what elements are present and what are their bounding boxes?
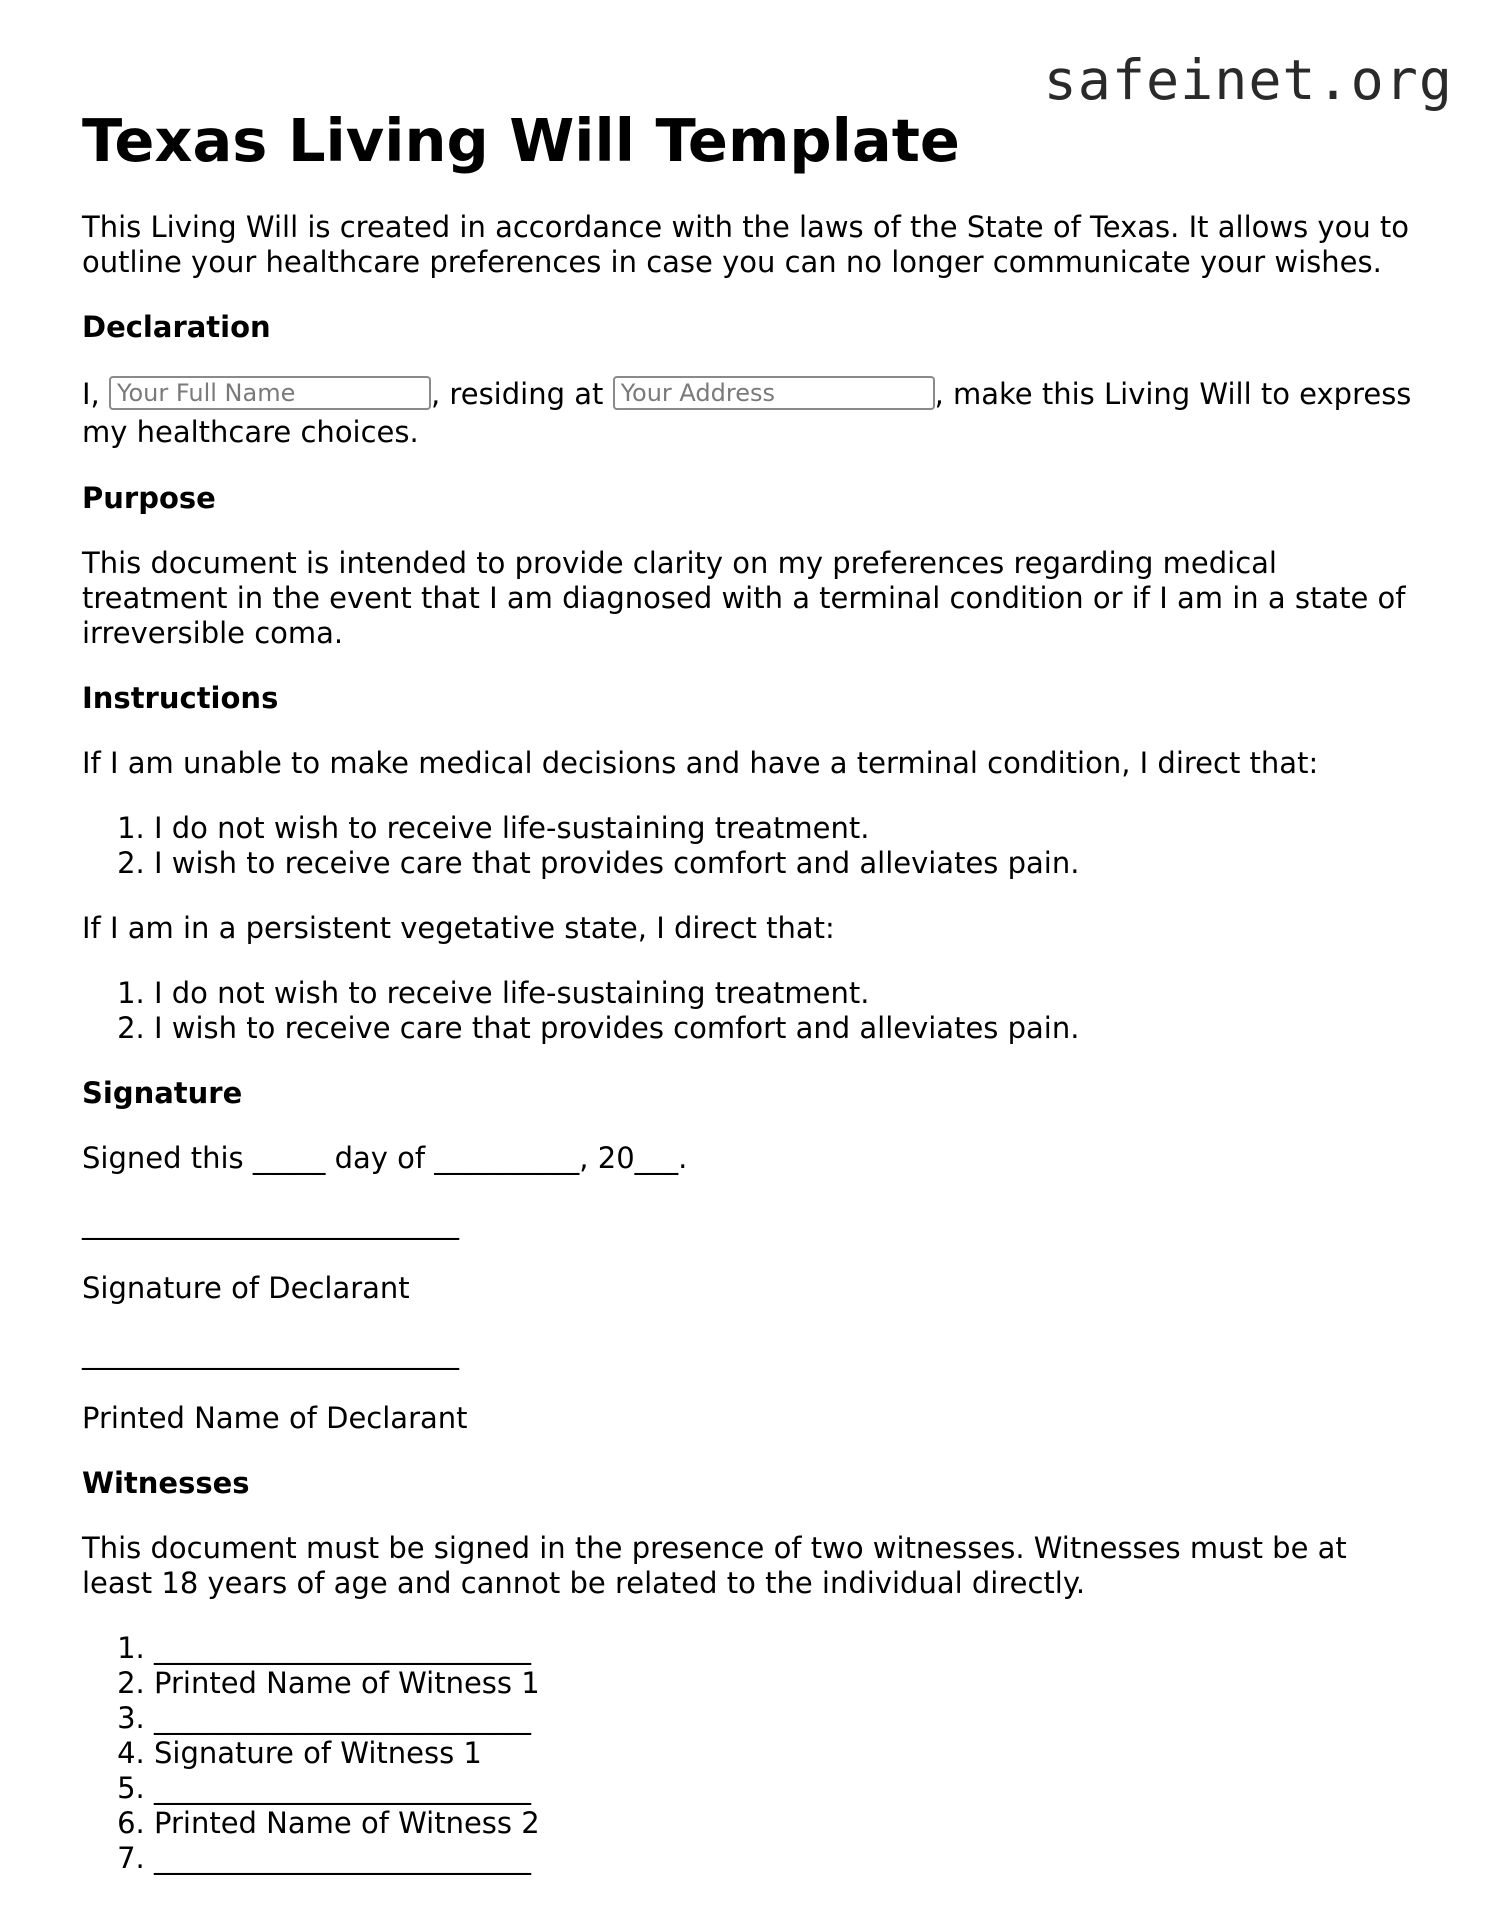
list-item: 1. I do not wish to receive life-sustaining treatment. bbox=[154, 811, 1422, 846]
list-item: 5. __________________________ bbox=[154, 1771, 1422, 1806]
instructions-heading: Instructions bbox=[82, 681, 279, 715]
signed-date-line: Signed this _____ day of __________, 20___. bbox=[82, 1141, 688, 1175]
document-body bbox=[82, 210, 1422, 1906]
address-field[interactable] bbox=[613, 376, 935, 410]
declarant-signature-blank: __________________________ bbox=[82, 1206, 459, 1240]
witnesses-list bbox=[82, 1631, 1422, 1876]
declaration-middle: , residing at bbox=[431, 377, 613, 411]
declarant-printed-label: Printed Name of Declarant bbox=[82, 1401, 468, 1435]
list-item: 3. __________________________ bbox=[154, 1701, 1422, 1736]
intro-paragraph: This Living Will is created in accordance with the laws of the State of Texas. It allows you to outline your healthcare preferences in case you can no longer communicate your wishes. bbox=[82, 210, 1410, 279]
declaration-prefix: I, bbox=[82, 377, 109, 411]
purpose-paragraph: This document is intended to provide clarity on my preferences regarding medical treatment in the event that I am diagnosed with a terminal condition or if I am in a state of irreversible coma. bbox=[82, 546, 1406, 650]
vegetative-intro: If I am in a persistent vegetative state, I direct that: bbox=[82, 911, 835, 945]
declaration-paragraph bbox=[82, 375, 1422, 451]
witnesses-paragraph: This document must be signed in the presence of two witnesses. Witnesses must be at least 18 years of age and cannot be related to the individual directly. bbox=[82, 1531, 1347, 1600]
list-item: 1. __________________________ bbox=[154, 1631, 1422, 1666]
list-item: 4. Signature of Witness 1 bbox=[154, 1736, 1422, 1771]
declarant-signature-label: Signature of Declarant bbox=[82, 1271, 410, 1305]
page-title: Texas Living Will Template bbox=[82, 106, 960, 175]
witnesses-heading: Witnesses bbox=[82, 1466, 250, 1500]
list-item: 2. I wish to receive care that provides comfort and alleviates pain. bbox=[154, 1011, 1422, 1046]
purpose-heading: Purpose bbox=[82, 481, 216, 515]
list-item: 2. Printed Name of Witness 1 bbox=[154, 1666, 1422, 1701]
site-watermark: safeinet.org bbox=[1043, 48, 1453, 112]
declarant-printed-blank: __________________________ bbox=[82, 1336, 459, 1370]
list-item: 2. I wish to receive care that provides comfort and alleviates pain. bbox=[154, 846, 1422, 881]
list-item: 6. Printed Name of Witness 2 bbox=[154, 1806, 1422, 1841]
list-item: 1. I do not wish to receive life-sustaining treatment. bbox=[154, 976, 1422, 1011]
list-item: 7. __________________________ bbox=[154, 1841, 1422, 1876]
full-name-field[interactable] bbox=[109, 376, 431, 410]
terminal-intro: If I am unable to make medical decisions and have a terminal condition, I direct that: bbox=[82, 746, 1319, 780]
signature-heading: Signature bbox=[82, 1076, 243, 1110]
terminal-directives-list bbox=[82, 811, 1422, 881]
declaration-suffix: , make this Living Will to express my healthcare choices. bbox=[82, 377, 1412, 449]
declaration-heading: Declaration bbox=[82, 310, 271, 344]
vegetative-directives-list bbox=[82, 976, 1422, 1046]
